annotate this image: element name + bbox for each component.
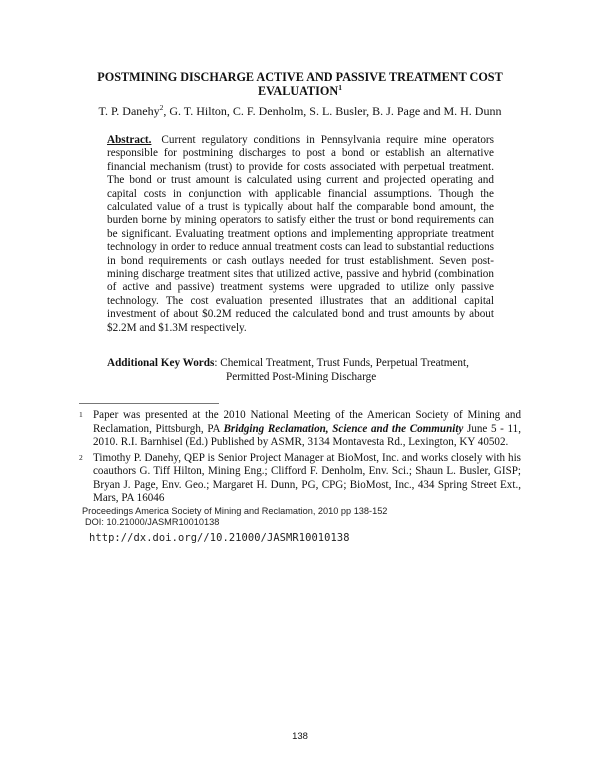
abstract-text: Current regulatory conditions in Pennsylvania require mine operators responsible for postmining discharges to post a bond or establish an alternative financial mechanism (trust) to provide for costs associated with perpetual treatment. The bond or trust amount is calculated using current and projected operating and capital costs in conjunction with applicable financial assumptions. Though the calculated value of a trust is typically about half the comparable bond amount, the burden borne by mining operators to satisfy either the trust or bond requirements can be significant. Evaluating treatment options and implementing appropriate treatment technology in order to reduce annual treatment costs can lead to substantial reductions in bond requirements or cash outlays needed for trust establishment. Seven post-mining discharge treatment sites that utilized active, passive and hybrid (combination of active and passive) treatment systems were upgraded to utilize only passive technology. The cost evaluation presented illustrates that an additional capital investment of about $0.2M reduced the calculated bond and trust amounts by about $2.2M and $1.3M respectively. bbox=[107, 134, 495, 334]
proceedings-line: Proceedings America Society of Mining and Reclamation, 2010 pp 138-152 bbox=[82, 506, 388, 516]
keywords-label: Additional Key Words bbox=[107, 357, 215, 369]
keywords-line-2: Permitted Post-Mining Discharge bbox=[226, 370, 377, 383]
author-footnote-mark: 2 bbox=[159, 103, 164, 112]
paper-title bbox=[80, 70, 520, 98]
footnote-number: 2 bbox=[79, 452, 83, 462]
doi-line: DOI: 10.21000/JASMR10010138 bbox=[85, 517, 220, 528]
keywords-line-1: : Chemical Treatment, Trust Funds, Perpetual Treatment, bbox=[214, 357, 469, 369]
abstract bbox=[107, 134, 494, 335]
other-authors: , G. T. Hilton, C. F. Denholm, S. L. Busler, B. J. Page and M. H. Dunn bbox=[163, 104, 502, 118]
footnote-text: Timothy P. Danehy, QEP is Senior Project Manager at BioMost, Inc. and works closely with his coauthors G. Tiff Hilton, Mining Eng.; Clifford F. Denholm, Env. Sci.; Shaun L. Busler, GISP; Bryan J. Page, Env. Geo.; Margaret H. Dunn, PG, CPG; BioMost, Inc., 434 Spring Street Ext., Mars, PA 16046 bbox=[93, 451, 521, 504]
footnote-number: 1 bbox=[79, 410, 83, 419]
conference-theme: Bridging Reclamation, Science and the Community bbox=[223, 422, 464, 435]
footnote-text-before: Paper was presented at the 2010 National Meeting of the American Society of Mining and Reclamation, Pittsburgh, PA bbox=[93, 409, 521, 435]
keywords bbox=[107, 357, 527, 384]
footnote-text-after: June 5 - 11, 2010. R.I. Barnhisel (Ed.) Published by ASMR, 3134 Montavesta Rd., Lexington, KY 40502. bbox=[93, 422, 521, 448]
footnote-text bbox=[93, 409, 521, 450]
title-text: POSTMINING DISCHARGE ACTIVE AND PASSIVE TREATMENT COST EVALUATION bbox=[97, 70, 503, 98]
title-footnote-mark: 1 bbox=[338, 82, 342, 92]
first-author: T. P. Danehy bbox=[98, 104, 160, 118]
footnotes bbox=[79, 409, 521, 508]
page-number: 138 bbox=[292, 731, 308, 742]
doi-link[interactable]: http://dx.doi.org//10.21000/JASMR10010138 bbox=[89, 532, 350, 544]
proceedings-citation bbox=[82, 506, 522, 529]
footnote-1 bbox=[79, 409, 521, 450]
footnote-divider bbox=[79, 403, 219, 404]
author-list bbox=[60, 104, 540, 118]
abstract-label: Abstract. bbox=[107, 134, 152, 146]
footnote-2 bbox=[79, 452, 521, 506]
